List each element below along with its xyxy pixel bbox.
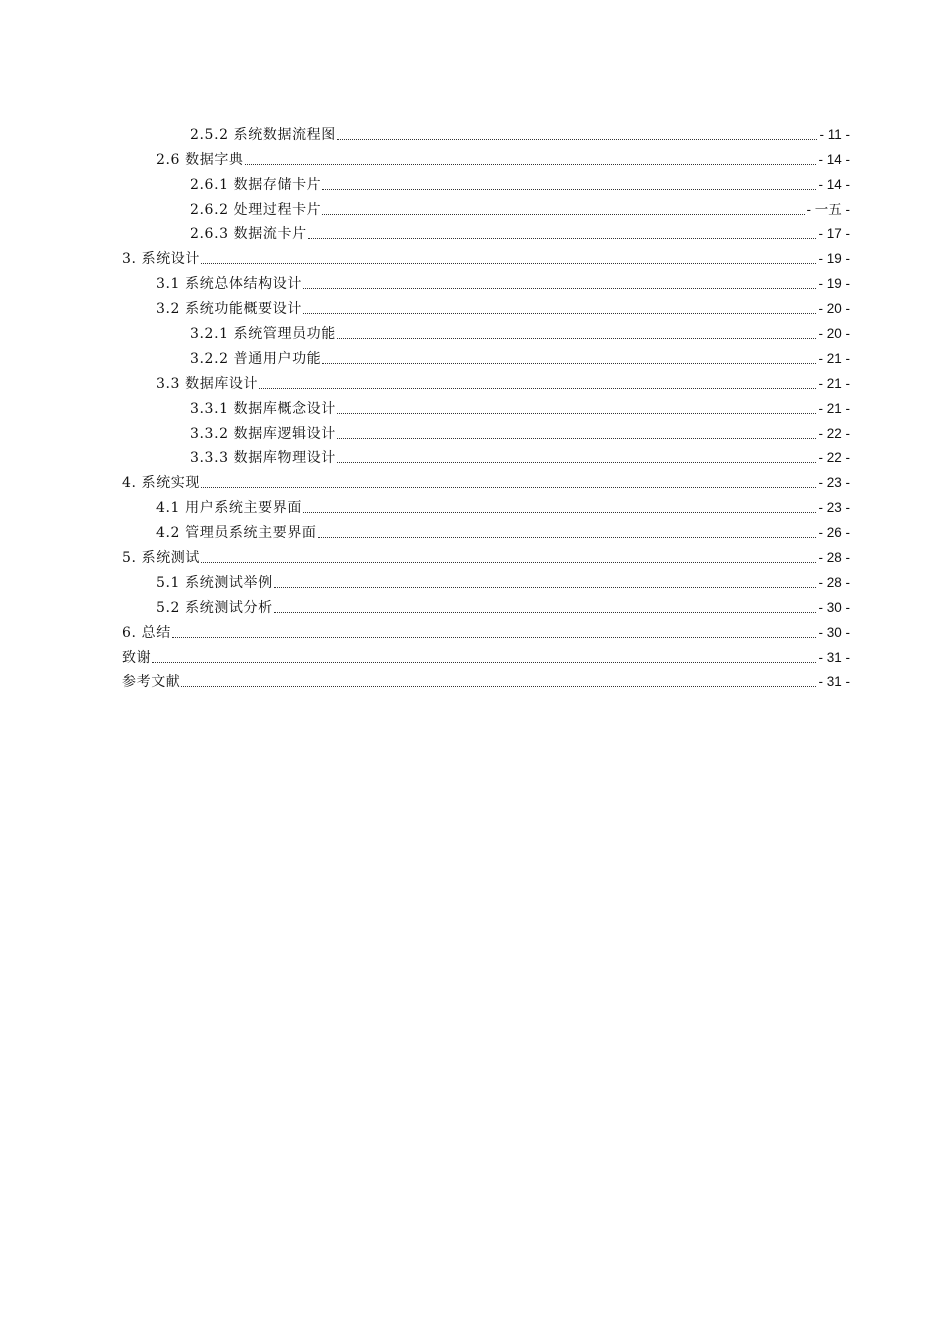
toc-entry-page-number: - 28 - [818,550,850,566]
toc-entry-page-number: - 14 - [818,176,850,192]
toc-entry-title: 2.6 数据字典 [156,151,244,168]
dot-leader [172,637,817,638]
dot-leader [318,537,817,538]
toc-entry-title: 2.5.2 系统数据流程图 [190,126,336,143]
toc-entry-title: 致谢 [122,649,152,666]
dot-leader [201,562,816,563]
toc-entry-page-number: - 14 - [818,151,850,167]
dot-leader [337,413,817,414]
toc-entry-page-number: - 30 - [818,599,850,615]
toc-entry-page-number: - 20 - [818,301,850,317]
toc-entry-page-number: - 31 - [818,674,850,690]
dot-leader [274,612,817,613]
dot-leader [245,164,817,165]
toc-entry-title: 参考文献 [122,674,181,691]
toc-entry[interactable] [122,268,850,293]
toc-entry-title: 2.6.1 数据存储卡片 [190,176,322,193]
toc-entry-page-number: - 28 - [818,574,850,590]
toc-entry[interactable] [122,368,850,393]
toc-entry-title: 5.2 系统测试分析 [156,599,273,616]
dot-leader [303,512,817,513]
toc-entry[interactable] [122,542,850,567]
toc-entry-title: 4.2 管理员系统主要界面 [156,525,317,542]
toc-entry[interactable] [122,243,850,268]
dot-leader [181,686,816,687]
toc-entry-title: 3.1 系统总体结构设计 [156,276,302,293]
dot-leader [322,363,816,364]
dot-leader [308,238,817,239]
dot-leader [259,388,816,389]
toc-entry-title: 2.6.3 数据流卡片 [190,226,307,243]
toc-entry-title: 5. 系统测试 [122,550,201,567]
toc-entry-title: 3.3.1 数据库概念设计 [190,400,336,417]
toc-entry[interactable] [122,418,850,443]
toc-entry[interactable] [122,467,850,492]
toc-entry[interactable] [122,517,850,542]
toc-entry-title: 4.1 用户系统主要界面 [156,500,302,517]
toc-entry-title: 3.2 系统功能概要设计 [156,301,302,318]
dot-leader [322,189,816,190]
toc-entry-title: 2.6.2 处理过程卡片 [190,201,322,218]
toc-entry-page-number: - 21 - [818,350,850,366]
toc-entry-page-number: - 11 - [819,126,850,142]
dot-leader [274,587,817,588]
toc-entry-page-number: - 21 - [818,375,850,391]
toc-entry[interactable] [122,293,850,318]
toc-entry-page-number: - 23 - [818,500,850,516]
toc-entry-page-number: - 22 - [818,425,850,441]
toc-entry-title: 3.2.1 系统管理员功能 [190,326,336,343]
toc-entry-title: 6. 总结 [122,624,171,641]
toc-entry[interactable] [122,169,850,194]
toc-entry[interactable] [122,194,850,219]
toc-entry-title: 5.1 系统测试举例 [156,574,273,591]
toc-entry[interactable] [122,617,850,642]
toc-entry-page-number: - 19 - [818,251,850,267]
toc-entry[interactable] [122,219,850,244]
toc-entry-page-number: - 20 - [818,326,850,342]
toc-entry[interactable] [122,343,850,368]
toc-entry-title: 3. 系统设计 [122,251,201,268]
table-of-contents [122,119,850,691]
dot-leader [303,313,817,314]
toc-entry-page-number: - 一五 - [806,201,850,217]
toc-entry-title: 3.3.2 数据库逻辑设计 [190,425,336,442]
dot-leader [303,288,817,289]
dot-leader [337,462,817,463]
toc-entry-title: 3.3 数据库设计 [156,375,259,392]
dot-leader [201,263,816,264]
toc-entry-title: 4. 系统实现 [122,475,201,492]
toc-entry-page-number: - 19 - [818,276,850,292]
toc-entry-title: 3.2.2 普通用户功能 [190,350,322,367]
dot-leader [152,662,816,663]
toc-entry[interactable] [122,144,850,169]
dot-leader [337,139,818,140]
toc-entry-title: 3.3.3 数据库物理设计 [190,450,336,467]
toc-entry-page-number: - 17 - [818,226,850,242]
toc-entry[interactable] [122,119,850,144]
toc-entry[interactable] [122,492,850,517]
toc-entry[interactable] [122,443,850,468]
toc-entry-page-number: - 26 - [818,525,850,541]
toc-entry-page-number: - 30 - [818,624,850,640]
toc-entry-page-number: - 31 - [818,649,850,665]
dot-leader [201,487,816,488]
toc-entry[interactable] [122,642,850,667]
toc-entry-page-number: - 21 - [818,400,850,416]
dot-leader [337,438,817,439]
toc-entry[interactable] [122,318,850,343]
dot-leader [337,338,817,339]
toc-entry[interactable] [122,567,850,592]
toc-entry-page-number: - 22 - [818,450,850,466]
toc-entry[interactable] [122,393,850,418]
toc-entry-page-number: - 23 - [818,475,850,491]
toc-entry[interactable] [122,592,850,617]
dot-leader [322,214,804,215]
toc-entry[interactable] [122,667,850,692]
